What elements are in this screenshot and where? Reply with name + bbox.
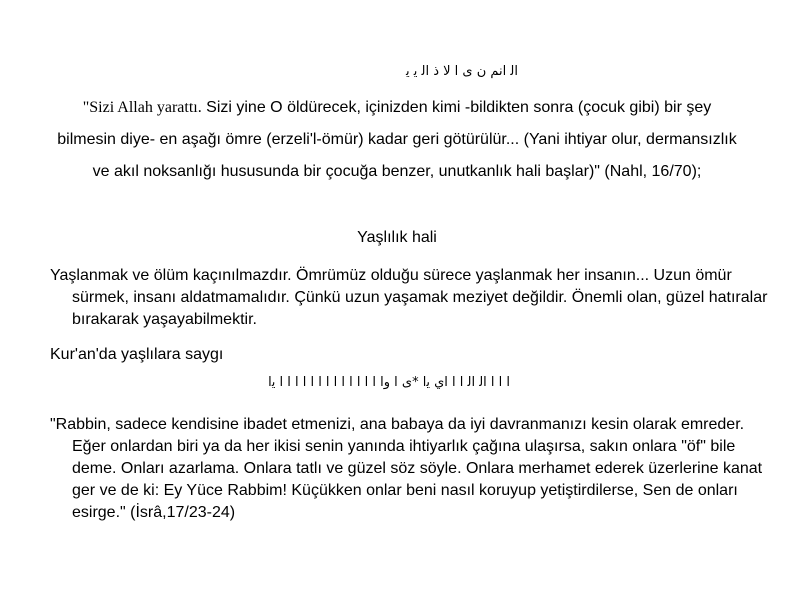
arabic-verse-top: ﺍﻟ ﺍﻧﻢ ﻥ ﻯ ﺍ ﻻ ﺫ ﺍﻟ ﻳ ﻳ	[406, 64, 518, 79]
quote-opening: "Sizi Allah yarattı.	[82, 99, 202, 116]
aging-paragraph-text: Yaşlanmak ve ölüm kaçınılmazdır. Ömrümüz olduğu sürece yaşlanmak her insanın... Uzun ömür sürmek, insanı aldatmamalıdır. Çünkü uzun yaşamak meziyet değildir. Önemli olan, güzel hatıralar bırakarak yaşayabilmektir.	[50, 267, 768, 328]
verse-translation-text: "Rabbin, sadece kendisine ibadet etmenizi, ana babaya da iyi davranmanızı kesin olarak emreder. Eğer onlardan biri ya da her ikisi senin yanında ihtiyarlık çağına ulaşırsa, sakın onlara "öf" bile deme. Onları azarlama. Onlara tatlı ve güzel söz söyle. Onlara merhamet ederek üzerlerine kanat ger ve de ki: Ey Yüce Rabbim! Küçükken onlar beni nasıl koruyup yetiştirdilerse, Sen de onları esirge." (İsrâ,17/23-24)	[50, 416, 763, 521]
quote-paragraph	[56, 92, 738, 188]
aging-paragraph	[50, 265, 770, 331]
section-subtitle: Yaşlılık hali	[357, 229, 437, 246]
arabic-verse-middle: ﺍ ﺍ ﺍ ﺍﻟ ﺍﻟ ﺍ ﺍ ﺍﻱ ﻳﺍ *ﻯ ﺍ ﻭﺍ ﺍ ﺍ ﺍ ﺍ ﺍ ﺍ ﺍ ﺍ ﺍ ﺍ ﺍ ﺍ ﺍ ﻳﺍ	[268, 375, 510, 390]
quote-body: Sizi yine O öldürecek, içinizden kimi -bildikten sonra (çocuk gibi) bir şey bilmesin diye- en aşağı ömre (erzeli'l-ömür) kadar geri götürülür... (Yani ihtiyar olur, dermansızlık ve akıl noksanlığı hususunda bir çocuğa benzer, unutkanlık hali başlar)" (Nahl, 16/70);	[57, 99, 737, 180]
section-heading: Kur'an'da yaşlılara saygı	[50, 346, 224, 363]
verse-translation-paragraph	[50, 414, 770, 524]
